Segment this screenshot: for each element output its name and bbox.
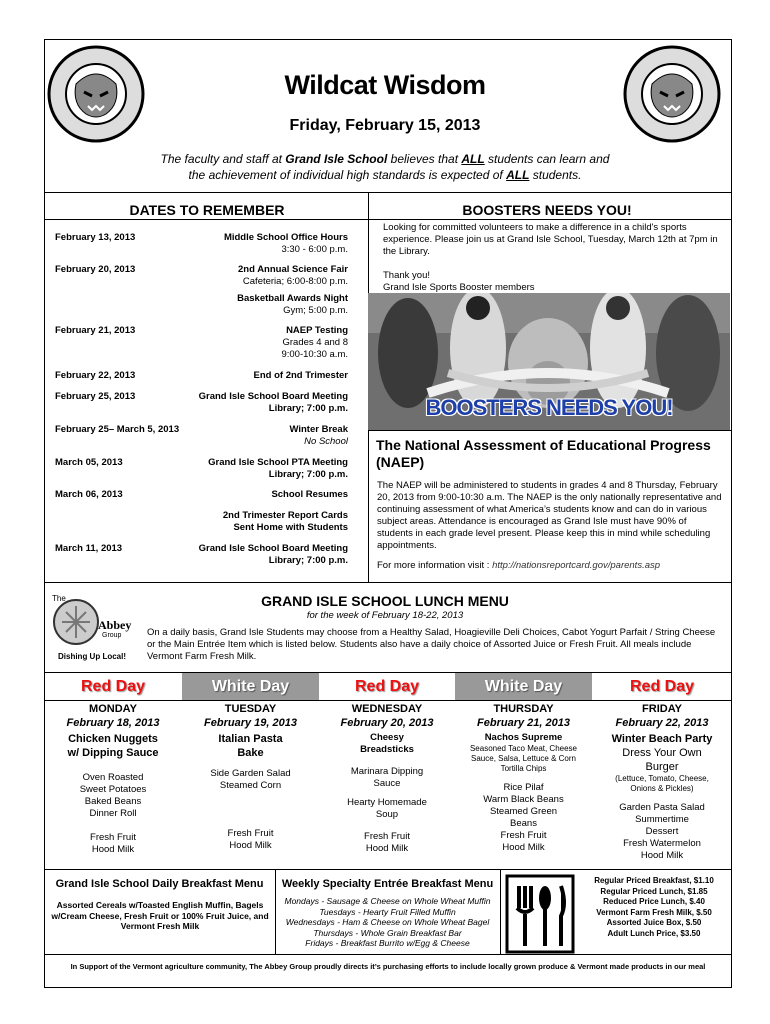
price-item: Vermont Farm Fresh Milk, $.50 xyxy=(596,907,712,917)
breakfast-menu-title: Grand Isle School Daily Breakfast Menu xyxy=(55,878,264,890)
date-event xyxy=(289,424,348,448)
day-banner: Red Day xyxy=(629,678,695,695)
naep-link[interactable]: http://nationsreportcard.gov/parents.asp xyxy=(492,560,661,571)
main-entree: w/ Dipping Sauce xyxy=(67,747,159,759)
price-item: Regular Priced Breakfast, $1.10 xyxy=(594,876,714,885)
price-item: Reduced Price Lunch, $.40 xyxy=(603,897,705,906)
main-entree: Chicken Nuggets xyxy=(68,733,158,745)
date-label: February 13, 2013 xyxy=(55,232,136,243)
menu-description: Sauce, Salsa, Lettuce & Corn xyxy=(471,754,576,763)
side-item: Marinara Dipping xyxy=(350,766,424,777)
side-item: Hood Milk xyxy=(365,843,409,854)
side-item: Beans xyxy=(510,818,537,829)
day-menu-wednesday xyxy=(319,702,455,855)
side-item: Fresh Fruit xyxy=(364,831,410,842)
price-item: Regular Priced Lunch, $1.85 xyxy=(600,886,708,896)
side-item: Dinner Roll xyxy=(89,808,137,819)
main-entree: Winter Beach Party xyxy=(611,733,713,745)
main-entree: Nachos Supreme xyxy=(484,732,563,743)
menu-description: Seasoned Taco Meat, Cheese xyxy=(469,744,578,753)
event-detail: Grades 4 and 8 xyxy=(282,337,348,348)
side-item: Dessert xyxy=(645,826,679,837)
specialty-item: Tuesdays - Hearty Fruit Filled Muffin xyxy=(319,906,456,917)
event-detail: 9:00-10:30 a.m. xyxy=(281,349,348,360)
lunch-menu-subtitle: for the week of February 18-22, 2013 xyxy=(306,610,464,621)
date-label: March 11, 2013 xyxy=(55,543,123,554)
day-name: TUESDAY xyxy=(224,703,277,715)
newsletter-date: Friday, February 15, 2013 xyxy=(289,117,481,134)
day-date: February 22, 2013 xyxy=(615,717,709,729)
event-detail: 3:30 - 6:00 p.m. xyxy=(281,244,348,255)
event-title: School Resumes xyxy=(271,489,348,500)
side-item: Steamed Corn xyxy=(219,780,282,791)
day-name: MONDAY xyxy=(89,703,137,715)
day-menu-tuesday xyxy=(182,702,319,852)
specialty-item: Thursdays - Whole Grain Breakfast Bar xyxy=(313,927,462,938)
specialty-item: Wednesdays - Ham & Cheese on Whole Wheat Bagel xyxy=(285,917,490,927)
divider xyxy=(44,192,732,193)
side-item: Rice Pilaf xyxy=(503,782,544,793)
boosters-banner: BOOSTERS NEEDS YOU! xyxy=(425,395,673,420)
specialty-item: Mondays - Sausage & Cheese on Whole Wheat Muffin xyxy=(284,896,491,906)
event-title: End of 2nd Trimester xyxy=(253,370,348,381)
side-item: Hood Milk xyxy=(502,842,545,853)
mission-statement: The faculty and staff at Grand Isle School believes that ALL students can learn and the achievement of individual high standards is expected of ALL students. xyxy=(160,152,610,182)
date-label: February 22, 2013 xyxy=(55,370,136,381)
date-label: February 25– March 5, 2013 xyxy=(55,424,180,435)
date-event xyxy=(199,391,348,415)
side-item: Hearty Homemade xyxy=(347,797,427,808)
naep-text: The NAEP will be administered to students in grades 4 and 8 Thursday, February 20, 2013 from 9:00-10:30 a.m. The NAEP is the only nationally representative and continuing assessment of what America’s students know and can do in various subject areas. Attendance is encouraged as Grand Isle must have 90% of students in each grade level present. Please keep this in mind while scheduling appointments. xyxy=(377,480,722,551)
day-banner: Red Day xyxy=(80,678,146,695)
main-entree: Breadsticks xyxy=(360,744,414,755)
side-item: Fresh Fruit xyxy=(227,828,274,839)
day-date: February 18, 2013 xyxy=(66,717,160,729)
day-menu-monday xyxy=(44,702,182,856)
date-event xyxy=(224,232,348,256)
event-title: Grand Isle School Board Meeting xyxy=(198,391,348,402)
newsletter-title: Wildcat Wisdom xyxy=(284,70,486,100)
lunch-menu-intro: On a daily basis, Grand Isle Students may choose from a Healthy Salad, Hoagieville Deli Choices, Cabot Yogurt Parfait / String Cheese or the Main Entrée Item which is listed below. Students also have a daily choice of Assorted Juice or Fresh Fruit. All meals include Vermont Farm Fresh Milk. xyxy=(147,627,716,662)
date-event xyxy=(223,510,348,534)
menu-description: Tortilla Chips xyxy=(500,764,547,773)
day-menu-thursday xyxy=(455,702,592,854)
menu-description: Onions & Pickles) xyxy=(630,784,694,793)
event-detail: Sent Home with Students xyxy=(233,522,348,533)
utensils-icon xyxy=(505,874,575,954)
side-item: Steamed Green xyxy=(489,806,558,817)
side-item: Soup xyxy=(375,809,399,820)
side-item: Side Garden Salad xyxy=(210,768,291,779)
date-event xyxy=(208,457,348,481)
event-title: Basketball Awards Night xyxy=(237,293,348,304)
date-event xyxy=(237,293,348,317)
divider xyxy=(44,219,368,220)
main-entree: Bake xyxy=(237,747,264,759)
side-item: Hood Milk xyxy=(91,844,135,855)
specialty-menu-list xyxy=(275,896,500,949)
divider xyxy=(368,219,732,220)
day-date: February 19, 2013 xyxy=(204,717,297,729)
side-item: Fresh Fruit xyxy=(500,830,547,841)
date-event xyxy=(271,489,348,501)
divider xyxy=(500,869,501,954)
date-label: February 20, 2013 xyxy=(55,264,136,275)
date-event xyxy=(199,543,348,567)
menu-item: Burger xyxy=(645,761,679,773)
event-title: Grand Isle School Board Meeting xyxy=(198,543,348,554)
day-banner: White Day xyxy=(455,673,592,700)
day-name: THURSDAY xyxy=(493,703,554,715)
event-title: Grand Isle School PTA Meeting xyxy=(208,457,348,468)
date-event xyxy=(281,325,348,361)
side-item: Garden Pasta Salad xyxy=(619,802,705,813)
event-detail: Library; 7:00 p.m. xyxy=(268,403,348,414)
side-item: Sauce xyxy=(373,778,401,789)
date-label: March 05, 2013 xyxy=(55,457,123,468)
side-item: Fresh Watermelon xyxy=(623,838,701,849)
date-event xyxy=(238,264,348,288)
date-event xyxy=(254,370,349,382)
day-date: February 21, 2013 xyxy=(477,717,570,729)
main-entree: Cheesy xyxy=(370,732,404,743)
boosters-text: Looking for committed volunteers to make a difference in a child's sports experience. Please join us at Grand Isle School, Tuesday, March 12th at 7pm in the Library. Thank you! Grand Isle Sports Booster members xyxy=(383,222,718,293)
dates-section-title: DATES TO REMEMBER xyxy=(129,202,285,218)
divider xyxy=(44,869,732,870)
date-label: March 06, 2013 xyxy=(55,489,123,500)
divider xyxy=(44,582,732,583)
day-name: WEDNESDAY xyxy=(351,703,423,715)
day-banner: Red Day xyxy=(354,678,420,695)
specialty-menu-title: Weekly Specialty Entrée Breakfast Menu xyxy=(281,878,494,890)
side-item: Baked Beans xyxy=(84,796,142,807)
abbey-group-logo: The Abbey Group Dishing Up Local! xyxy=(52,594,132,661)
event-title: Winter Break xyxy=(289,424,348,435)
menu-description: (Lettuce, Tomato, Cheese, xyxy=(615,774,709,783)
side-item: Hood Milk xyxy=(229,840,272,851)
event-detail: Library; 7:00 p.m. xyxy=(268,469,348,480)
naep-more-info: For more information visit : http://nationsreportcard.gov/parents.asp xyxy=(377,560,661,571)
event-title: Middle School Office Hours xyxy=(223,232,348,243)
divider xyxy=(44,700,732,701)
day-date: February 20, 2013 xyxy=(340,717,434,729)
boosters-title: BOOSTERS NEEDS YOU! xyxy=(462,202,632,218)
specialty-item: Fridays - Breakfast Burrito w/Egg & Cheese xyxy=(305,938,470,948)
event-title: 2nd Annual Science Fair xyxy=(238,264,348,275)
day-name: FRIDAY xyxy=(642,703,682,715)
divider xyxy=(44,954,732,955)
naep-title: The National Assessment of Educational Progress (NAEP) xyxy=(376,437,711,470)
event-title: NAEP Testing xyxy=(286,325,348,336)
day-menu-friday xyxy=(592,702,732,862)
event-detail: Gym; 5:00 p.m. xyxy=(283,305,348,316)
side-item: Fresh Fruit xyxy=(90,832,136,843)
footer-note: In Support of the Vermont agriculture community, The Abbey Group proudly directs it’s purchasing efforts to include locally grown produce & Vermont made products in our meal xyxy=(70,962,706,971)
price-item: Assorted Juice Box, $.50 xyxy=(606,918,702,927)
side-item: Oven Roasted xyxy=(82,772,144,783)
date-label: February 21, 2013 xyxy=(55,325,136,336)
side-item: Summertime xyxy=(635,814,689,825)
event-detail: Library; 7:00 p.m. xyxy=(268,555,348,566)
day-banner: White Day xyxy=(182,673,319,700)
price-list xyxy=(578,876,730,939)
side-item: Sweet Potatoes xyxy=(79,784,147,795)
price-item: Adult Lunch Price, $3.50 xyxy=(607,928,701,938)
breakfast-menu-text: Assorted Cereals w/Toasted English Muffin, Bagels w/Cream Cheese, Fresh Fruit or 100% Fruit Juice, and Vermont Fresh Milk xyxy=(51,900,269,931)
date-label: February 25, 2013 xyxy=(55,391,136,402)
divider xyxy=(368,430,732,431)
side-item: Warm Black Beans xyxy=(483,794,564,805)
side-item: Hood Milk xyxy=(640,850,684,861)
menu-item: Dress Your Own xyxy=(622,747,702,759)
main-entree: Italian Pasta xyxy=(218,733,283,745)
lunch-menu-title: GRAND ISLE SCHOOL LUNCH MENU xyxy=(261,593,509,609)
event-title: 2nd Trimester Report Cards xyxy=(222,510,348,521)
event-detail: No School xyxy=(304,436,348,447)
event-detail: Cafeteria; 6:00-8:00 p.m. xyxy=(242,276,348,287)
